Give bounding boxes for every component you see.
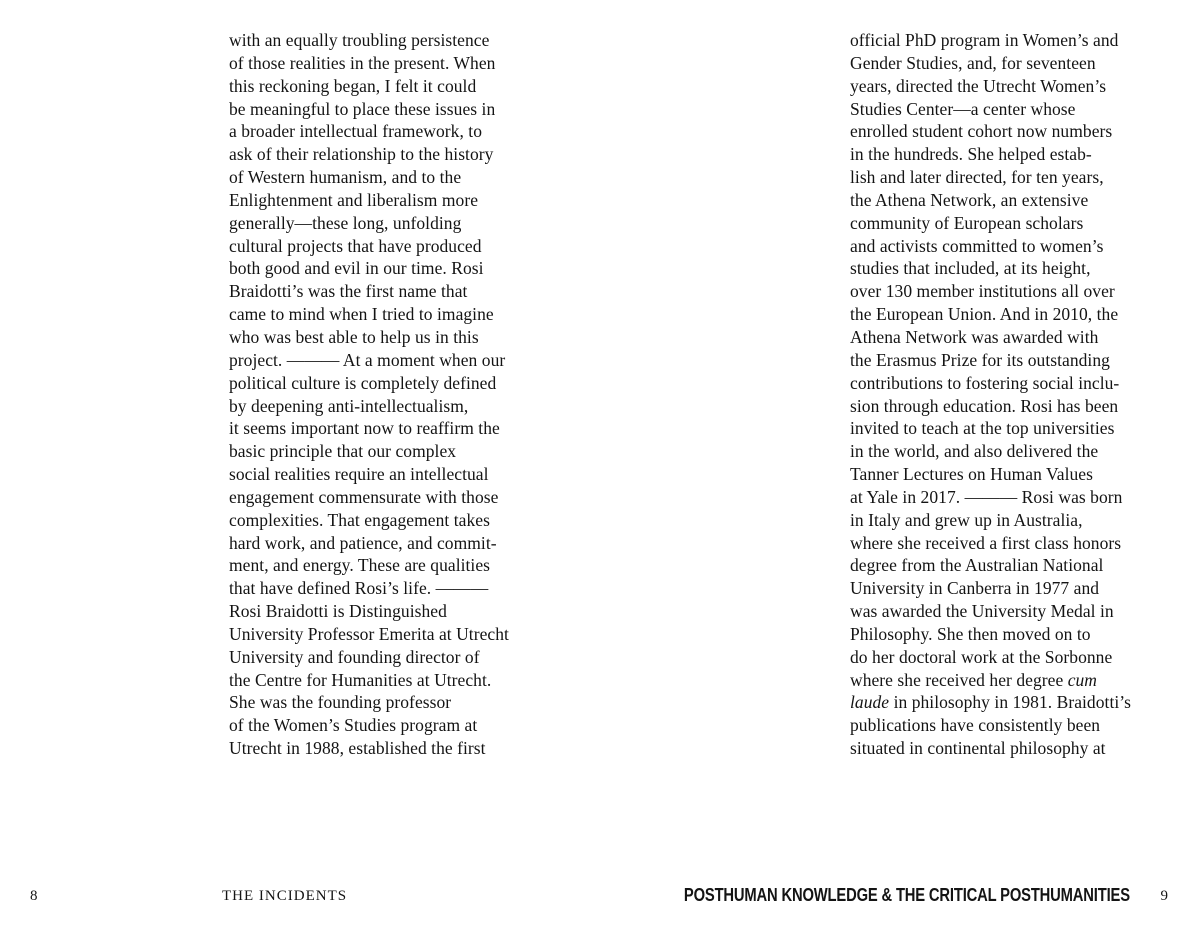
page-number-left: 8 (30, 888, 38, 904)
text-line: engagement commensurate with those (229, 486, 499, 507)
text-line: She was the founding professor (229, 692, 452, 713)
text-line: years, directed the Utrecht Women’s (850, 75, 1107, 96)
text-line: with an equally troubling persistence (229, 30, 490, 50)
text-line: where she received a first class honors (850, 532, 1122, 553)
text-line: came to mind when I tried to imagine (229, 304, 494, 325)
text-line: political culture is completely defined (229, 372, 497, 393)
text-line: Tanner Lectures on Human Values (850, 464, 1093, 485)
text-line: both good and evil in our time. Rosi (229, 258, 484, 279)
text-line: be meaningful to place these issues in (229, 98, 496, 119)
right-text-column (850, 29, 1131, 760)
text-line: the Centre for Humanities at Utrecht. (229, 669, 492, 690)
text-line: Utrecht in 1988, established the first (229, 738, 486, 759)
text-line: cultural projects that have produced (229, 235, 482, 256)
text-line: ask of their relationship to the history (229, 144, 494, 165)
text-line: and activists committed to women’s (850, 235, 1104, 256)
text-line: by deepening anti-intellectualism, (229, 395, 469, 416)
text-line: Studies Center—a center whose (850, 98, 1076, 119)
text-line: ment, and energy. These are qualities (229, 555, 491, 576)
text-line: of Western humanism, and to the (229, 167, 462, 188)
text-line: University and founding director of (229, 646, 480, 667)
page-right (600, 0, 1200, 934)
page-number-right: 9 (1160, 888, 1168, 904)
text-line: Rosi Braidotti is Distinguished (229, 601, 447, 622)
text-line: complexities. That engagement takes (229, 509, 490, 530)
text-line: the Erasmus Prize for its outstanding (850, 349, 1110, 370)
text-line: a broader intellectual framework, to (229, 121, 483, 142)
text-line: was awarded the University Medal in (850, 601, 1114, 622)
text-line: University in Canberra in 1977 and (850, 578, 1100, 599)
text-line: generally—these long, unfolding (229, 212, 462, 233)
text-line: this reckoning began, I felt it could (229, 75, 477, 96)
text-line: enrolled student cohort now numbers (850, 121, 1113, 142)
running-title-right: POSTHUMAN KNOWLEDGE & THE CRITICAL POSTHUMANITIES (684, 885, 1130, 905)
left-text-column (229, 29, 509, 760)
text-line: Enlightenment and liberalism more (229, 189, 479, 210)
text-line: lish and later directed, for ten years, (850, 167, 1104, 188)
text-line: who was best able to help us in this (229, 326, 479, 347)
running-title-left: THE INCIDENTS (222, 888, 348, 904)
text-line: it seems important now to reaffirm the (229, 418, 500, 439)
text-line: the European Union. And in 2010, the (850, 304, 1119, 325)
text-line: publications have consistently been (850, 715, 1101, 736)
text-line: official PhD program in Women’s and (850, 30, 1119, 50)
text-line: in the hundreds. She helped estab- (850, 144, 1092, 165)
text-line: Braidotti’s was the first name that (229, 281, 468, 302)
text-line: situated in continental philosophy at (850, 738, 1106, 759)
text-line: the Athena Network, an extensive (850, 189, 1089, 210)
text-line: University Professor Emerita at Utrecht (229, 623, 509, 644)
text-line: Philosophy. She then moved on to (850, 623, 1091, 644)
text-line: project. ——— At a moment when our (229, 349, 506, 370)
text-line: studies that included, at its height, (850, 258, 1091, 279)
text-line: laude in philosophy in 1981. Braidotti’s (850, 692, 1132, 713)
text-line: contributions to fostering social inclu- (850, 372, 1120, 393)
text-line: in Italy and grew up in Australia, (850, 509, 1083, 530)
text-line: at Yale in 2017. ——— Rosi was born (850, 486, 1123, 507)
text-line: over 130 member institutions all over (850, 281, 1115, 302)
text-line: sion through education. Rosi has been (850, 395, 1119, 416)
text-line: invited to teach at the top universities (850, 418, 1115, 439)
text-line: basic principle that our complex (229, 441, 457, 462)
text-line: that have defined Rosi’s life. ——— (229, 578, 489, 599)
text-line: social realities require an intellectual (229, 464, 489, 485)
text-line: community of European scholars (850, 212, 1084, 233)
text-line: of those realities in the present. When (229, 52, 496, 73)
text-line: where she received her degree cum (850, 669, 1097, 690)
text-line: do her doctoral work at the Sorbonne (850, 646, 1113, 667)
text-line: of the Women’s Studies program at (229, 715, 478, 736)
text-line: degree from the Australian National (850, 555, 1104, 576)
text-line: in the world, and also delivered the (850, 441, 1099, 462)
text-line: hard work, and patience, and commit- (229, 532, 497, 553)
text-line: Athena Network was awarded with (850, 326, 1099, 347)
text-line: Gender Studies, and, for seventeen (850, 52, 1096, 73)
